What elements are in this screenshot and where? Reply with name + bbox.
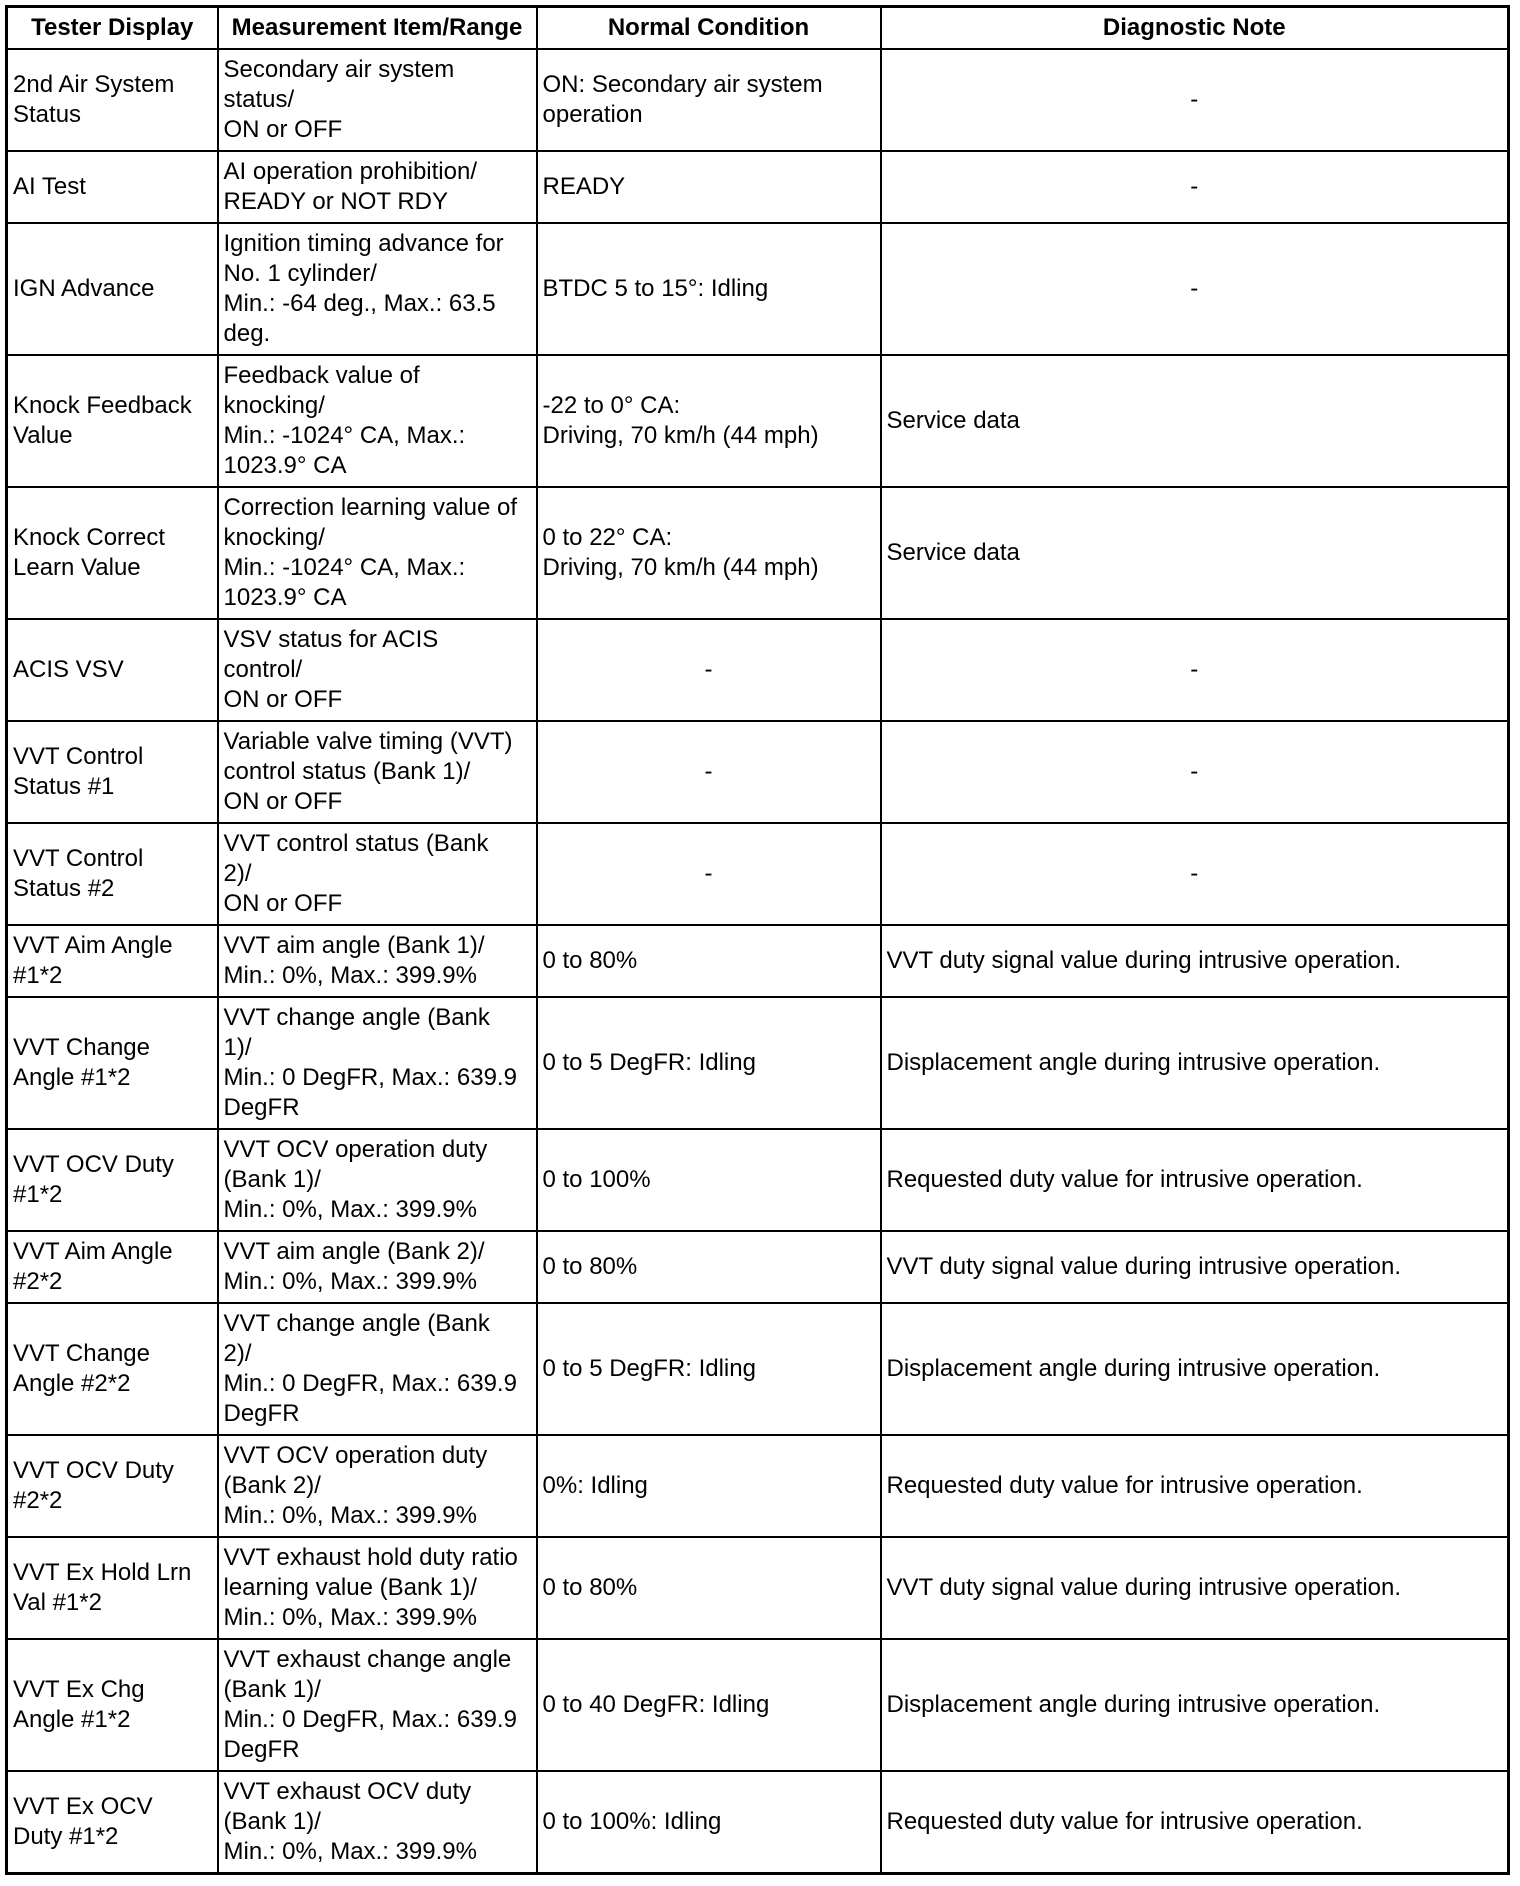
- tester-display-cell: AI Test: [7, 151, 218, 223]
- table-row: [7, 1129, 1509, 1231]
- normal-condition-cell: 0 to 100%: [537, 1129, 881, 1231]
- table-row: [7, 223, 1509, 355]
- normal-condition-cell: 0 to 22° CA: Driving, 70 km/h (44 mph): [537, 487, 881, 619]
- measurement-item-cell: Secondary air system status/ ON or OFF: [218, 49, 537, 151]
- tester-display-cell: VVT Control Status #2: [7, 823, 218, 925]
- normal-condition-cell: BTDC 5 to 15°: Idling: [537, 223, 881, 355]
- table-row: [7, 1771, 1509, 1873]
- table-row: [7, 1639, 1509, 1771]
- diagnostic-note-cell: -: [881, 223, 1509, 355]
- diagnostic-note-cell: VVT duty signal value during intrusive operation.: [881, 925, 1509, 997]
- header-tester-display: Tester Display: [7, 7, 218, 50]
- normal-condition-cell: 0 to 80%: [537, 1537, 881, 1639]
- normal-condition-cell: 0 to 5 DegFR: Idling: [537, 997, 881, 1129]
- header-row: [7, 7, 1509, 50]
- measurement-item-cell: Ignition timing advance for No. 1 cylinder/ Min.: -64 deg., Max.: 63.5 deg.: [218, 223, 537, 355]
- table-row: [7, 1303, 1509, 1435]
- header-normal-condition: Normal Condition: [537, 7, 881, 50]
- tester-display-cell: VVT Ex Hold Lrn Val #1*2: [7, 1537, 218, 1639]
- diagnostic-note-cell: VVT duty signal value during intrusive operation.: [881, 1537, 1509, 1639]
- normal-condition-cell: 0 to 40 DegFR: Idling: [537, 1639, 881, 1771]
- normal-condition-cell: -: [537, 721, 881, 823]
- tester-display-cell: VVT Aim Angle #2*2: [7, 1231, 218, 1303]
- table-row: [7, 721, 1509, 823]
- header-measurement-item: Measurement Item/Range: [218, 7, 537, 50]
- measurement-item-cell: VVT exhaust OCV duty (Bank 1)/ Min.: 0%, Max.: 399.9%: [218, 1771, 537, 1873]
- diagnostic-note-cell: -: [881, 823, 1509, 925]
- measurement-item-cell: VVT control status (Bank 2)/ ON or OFF: [218, 823, 537, 925]
- data-list-table: [5, 5, 1510, 1875]
- tester-display-cell: VVT OCV Duty #1*2: [7, 1129, 218, 1231]
- tester-display-cell: Knock Feedback Value: [7, 355, 218, 487]
- tester-display-cell: VVT Aim Angle #1*2: [7, 925, 218, 997]
- table-row: [7, 925, 1509, 997]
- diagnostic-note-cell: -: [881, 619, 1509, 721]
- header-diagnostic-note: Diagnostic Note: [881, 7, 1509, 50]
- measurement-item-cell: VVT OCV operation duty (Bank 2)/ Min.: 0%, Max.: 399.9%: [218, 1435, 537, 1537]
- measurement-item-cell: VVT exhaust hold duty ratio learning value (Bank 1)/ Min.: 0%, Max.: 399.9%: [218, 1537, 537, 1639]
- normal-condition-cell: 0 to 80%: [537, 925, 881, 997]
- diagnostic-note-cell: Displacement angle during intrusive operation.: [881, 1639, 1509, 1771]
- tester-display-cell: Knock Correct Learn Value: [7, 487, 218, 619]
- normal-condition-cell: -: [537, 619, 881, 721]
- table-row: [7, 997, 1509, 1129]
- table-row: [7, 619, 1509, 721]
- normal-condition-cell: -22 to 0° CA: Driving, 70 km/h (44 mph): [537, 355, 881, 487]
- diagnostic-note-cell: VVT duty signal value during intrusive operation.: [881, 1231, 1509, 1303]
- measurement-item-cell: VVT change angle (Bank 2)/ Min.: 0 DegFR, Max.: 639.9 DegFR: [218, 1303, 537, 1435]
- measurement-item-cell: VVT aim angle (Bank 2)/ Min.: 0%, Max.: 399.9%: [218, 1231, 537, 1303]
- normal-condition-cell: ON: Secondary air system operation: [537, 49, 881, 151]
- tester-display-cell: VVT OCV Duty #2*2: [7, 1435, 218, 1537]
- table-row: [7, 355, 1509, 487]
- normal-condition-cell: 0 to 80%: [537, 1231, 881, 1303]
- diagnostic-note-cell: -: [881, 49, 1509, 151]
- tester-display-cell: VVT Ex OCV Duty #1*2: [7, 1771, 218, 1873]
- normal-condition-cell: 0 to 100%: Idling: [537, 1771, 881, 1873]
- table-row: [7, 823, 1509, 925]
- table-row: [7, 1537, 1509, 1639]
- tester-display-cell: IGN Advance: [7, 223, 218, 355]
- tester-display-cell: 2nd Air System Status: [7, 49, 218, 151]
- tester-display-cell: VVT Ex Chg Angle #1*2: [7, 1639, 218, 1771]
- diagnostic-note-cell: -: [881, 151, 1509, 223]
- diagnostic-note-cell: Requested duty value for intrusive operation.: [881, 1129, 1509, 1231]
- diagnostic-note-cell: Service data: [881, 487, 1509, 619]
- diagnostic-note-cell: Displacement angle during intrusive operation.: [881, 997, 1509, 1129]
- measurement-item-cell: VVT OCV operation duty (Bank 1)/ Min.: 0%, Max.: 399.9%: [218, 1129, 537, 1231]
- tester-display-cell: VVT Change Angle #2*2: [7, 1303, 218, 1435]
- table-row: [7, 49, 1509, 151]
- normal-condition-cell: 0 to 5 DegFR: Idling: [537, 1303, 881, 1435]
- diagnostic-note-cell: Requested duty value for intrusive operation.: [881, 1435, 1509, 1537]
- table-row: [7, 487, 1509, 619]
- measurement-item-cell: VVT aim angle (Bank 1)/ Min.: 0%, Max.: 399.9%: [218, 925, 537, 997]
- normal-condition-cell: -: [537, 823, 881, 925]
- tester-display-cell: VVT Control Status #1: [7, 721, 218, 823]
- table-row: [7, 1435, 1509, 1537]
- diagnostic-note-cell: -: [881, 721, 1509, 823]
- measurement-item-cell: Variable valve timing (VVT) control status (Bank 1)/ ON or OFF: [218, 721, 537, 823]
- diagnostic-note-cell: Requested duty value for intrusive operation.: [881, 1771, 1509, 1873]
- measurement-item-cell: AI operation prohibition/ READY or NOT RDY: [218, 151, 537, 223]
- measurement-item-cell: VVT change angle (Bank 1)/ Min.: 0 DegFR, Max.: 639.9 DegFR: [218, 997, 537, 1129]
- measurement-item-cell: Feedback value of knocking/ Min.: -1024° CA, Max.: 1023.9° CA: [218, 355, 537, 487]
- normal-condition-cell: READY: [537, 151, 881, 223]
- diagnostic-note-cell: Service data: [881, 355, 1509, 487]
- measurement-item-cell: VVT exhaust change angle (Bank 1)/ Min.: 0 DegFR, Max.: 639.9 DegFR: [218, 1639, 537, 1771]
- tester-display-cell: ACIS VSV: [7, 619, 218, 721]
- measurement-item-cell: Correction learning value of knocking/ Min.: -1024° CA, Max.: 1023.9° CA: [218, 487, 537, 619]
- normal-condition-cell: 0%: Idling: [537, 1435, 881, 1537]
- measurement-item-cell: VSV status for ACIS control/ ON or OFF: [218, 619, 537, 721]
- tester-display-cell: VVT Change Angle #1*2: [7, 997, 218, 1129]
- table-row: [7, 1231, 1509, 1303]
- table-row: [7, 151, 1509, 223]
- diagnostic-note-cell: Displacement angle during intrusive operation.: [881, 1303, 1509, 1435]
